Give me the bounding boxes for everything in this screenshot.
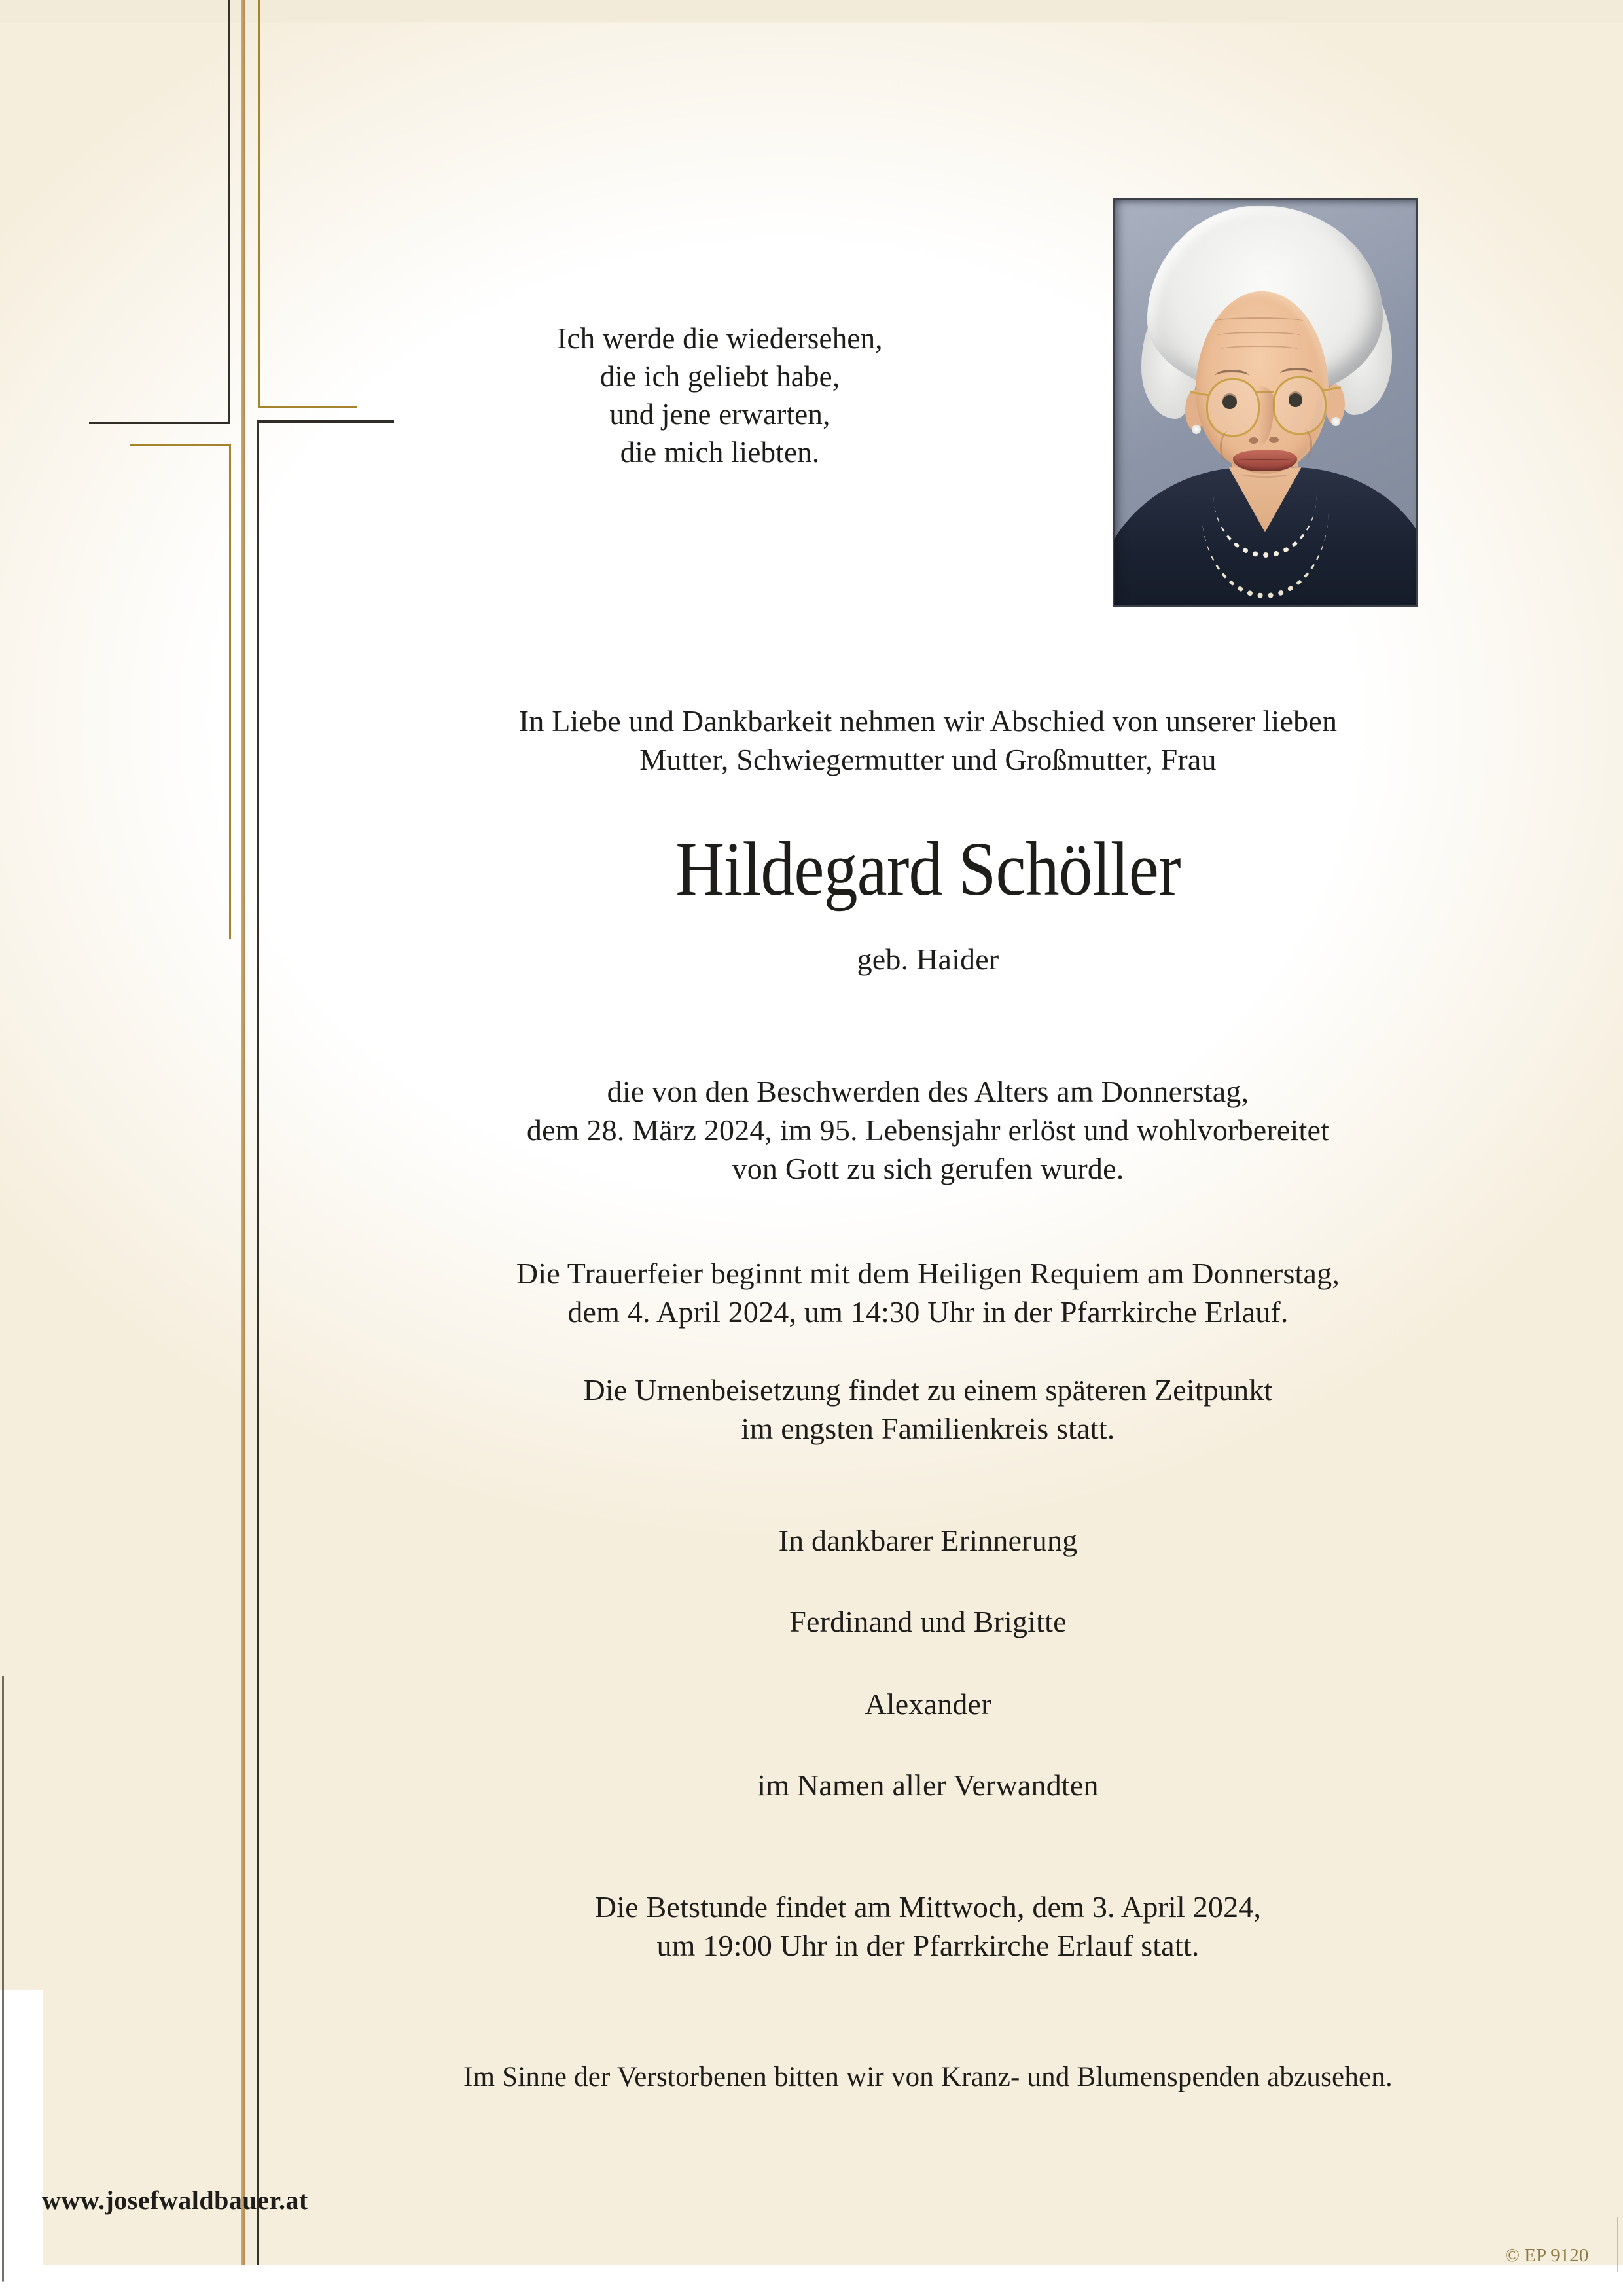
deceased-maiden-name: geb. Haider (857, 942, 999, 976)
death-notice (233, 1072, 1623, 1188)
cross-gold-thin-lower-arm (130, 444, 230, 446)
cross-black-left-arm (89, 422, 230, 424)
prayer-hour-info (233, 1888, 1623, 1965)
poem-line: die mich liebten. (620, 436, 820, 469)
prayer-line: Die Betstunde findet am Mittwoch, dem 3. April 2024, (594, 1890, 1262, 1924)
mourner-names: Ferdinand und Brigitte (789, 1605, 1067, 1638)
mourner-names: Alexander (865, 1687, 991, 1721)
urn-burial-info (233, 1371, 1623, 1448)
funeral-line: dem 4. April 2024, um 14:30 Uhr in der Pfarrkirche Erlauf. (567, 1295, 1289, 1329)
scan-left-margin (0, 1990, 43, 2296)
text-column (233, 0, 1623, 2296)
intro-line: Mutter, Schwiegermutter und Großmutter, Frau (639, 743, 1217, 776)
death-notice-line: die von den Beschwerden des Alters am Donnerstag, (607, 1075, 1249, 1108)
funeral-home-website: www.josefwaldbauer.at (42, 2185, 308, 2215)
remembrance-closing: im Namen aller Verwandten (757, 1768, 1099, 1802)
remembrance-heading: In dankbarer Erinnerung (778, 1524, 1078, 1557)
urn-line: im engsten Familienkreis statt. (741, 1412, 1115, 1445)
urn-line: Die Urnenbeisetzung findet zu einem späteren Zeitpunkt (583, 1373, 1273, 1407)
farewell-intro (233, 702, 1623, 779)
poem-line: und jene erwarten, (609, 398, 830, 431)
donation-note: Im Sinne der Verstorbenen bitten wir von Kranz- und Blumenspenden abzusehen. (463, 2062, 1393, 2092)
prayer-line: um 19:00 Uhr in der Pfarrkirche Erlauf statt. (656, 1929, 1200, 1962)
intro-line: In Liebe und Dankbarkeit nehmen wir Abschied von unserer lieben (518, 704, 1338, 738)
poem-line: Ich werde die wiedersehen, (557, 322, 883, 355)
scan-edge-left-line (2, 1676, 4, 2282)
funeral-line: Die Trauerfeier beginnt mit dem Heiligen Requiem am Donnerstag, (516, 1257, 1340, 1290)
poem-line: die ich geliebt habe, (599, 360, 840, 393)
deceased-name: Hildegard Schöller (675, 826, 1181, 912)
print-code: © EP 9120 (1505, 2245, 1589, 2266)
cross-black-upper-vertical-line (228, 0, 230, 424)
funeral-info (233, 1254, 1623, 1331)
death-notice-line: von Gott zu sich gerufen wurde. (732, 1152, 1124, 1185)
death-notice-line: dem 28. März 2024, im 95. Lebensjahr erlöst und wohlvorbereitet (526, 1113, 1330, 1147)
cross-gold-thin-lower-vertical-line (229, 444, 231, 939)
